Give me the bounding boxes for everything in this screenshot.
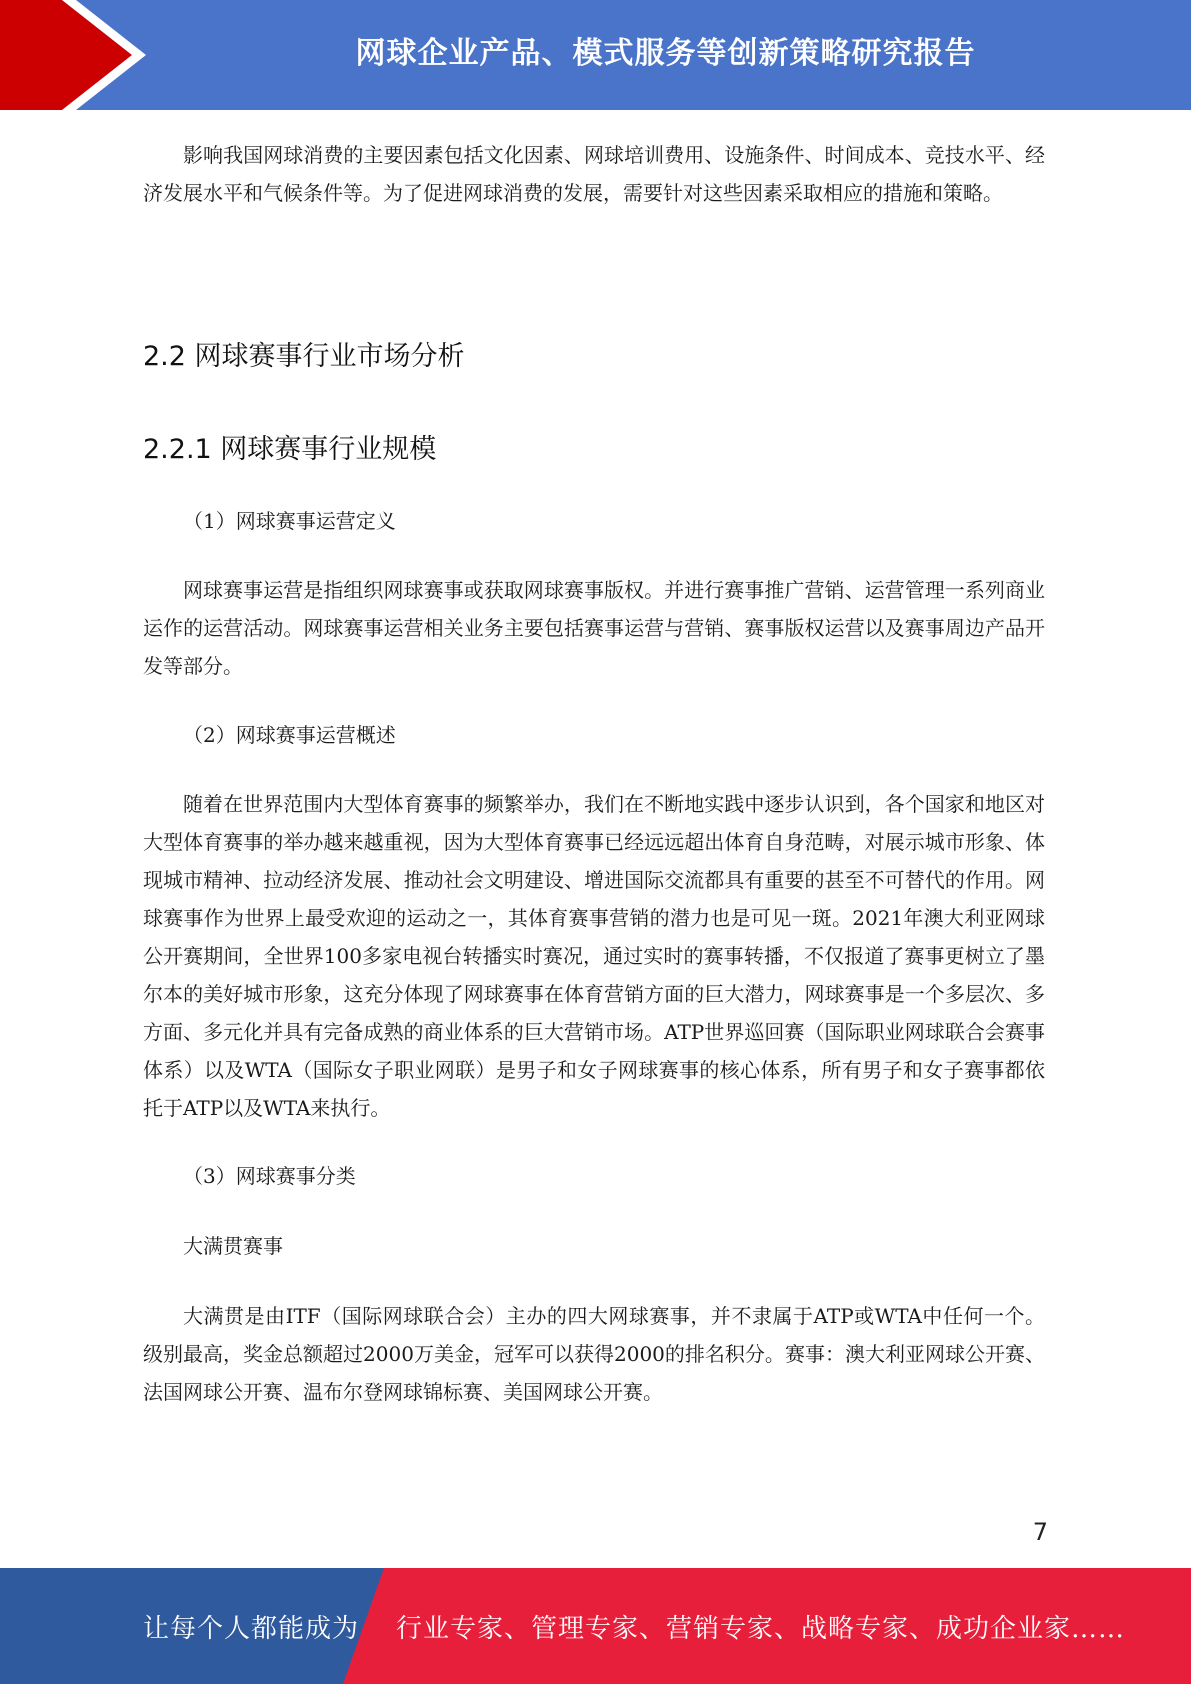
report-title: 网球企业产品、模式服务等创新策略研究报告 <box>355 36 976 71</box>
intro-paragraph-block <box>143 136 1045 212</box>
page-number: 7 <box>1032 1518 1048 1546</box>
grand-slam-paragraph: 大满贯是由ITF（国际网球联合会）主办的四大网球赛事，并不隶属于ATP或WTA中任何一个。级别最高，奖金总额超过2000万美金，冠军可以获得2000的排名积分。赛事：澳大利亚网球公开赛、法国网球公开赛、温布尔登网球锦标赛、美国网球公开赛。 <box>143 1304 1045 1404</box>
item2-label: （2）网球赛事运营概述 <box>183 723 396 747</box>
footer-slogan-right: 行业专家、管理专家、营销专家、战略专家、成功企业家…… <box>396 1613 1126 1644</box>
intro-paragraph: 影响我国网球消费的主要因素包括文化因素、网球培训费用、设施条件、时间成本、竞技水平、经济发展水平和气候条件等。为了促进网球消费的发展，需要针对这些因素采取相应的措施和策略。 <box>143 143 1045 205</box>
item1-paragraph-block <box>143 571 1045 685</box>
item2-paragraph-block <box>143 785 1045 1127</box>
page-footer <box>0 1568 1191 1684</box>
page-header <box>0 0 1191 110</box>
subsection-heading: 2.2.1 网球赛事行业规模 <box>143 434 437 465</box>
grand-slam-paragraph-block <box>143 1297 1045 1411</box>
item3-label: （3）网球赛事分类 <box>183 1164 356 1188</box>
item1-paragraph: 网球赛事运营是指组织网球赛事或获取网球赛事版权。并进行赛事推广营销、运营管理一系列商业运作的运营活动。网球赛事运营相关业务主要包括赛事运营与营销、赛事版权运营以及赛事周边产品开发等部分。 <box>143 578 1045 678</box>
grand-slam-label: 大满贯赛事 <box>183 1234 283 1258</box>
item1-label: （1）网球赛事运营定义 <box>183 509 396 533</box>
footer-slogan-left: 让每个人都能成为 <box>143 1613 360 1644</box>
header-arrow-decoration <box>0 0 160 110</box>
section-heading: 2.2 网球赛事行业市场分析 <box>143 341 465 372</box>
item2-paragraph: 随着在世界范围内大型体育赛事的频繁举办，我们在不断地实践中逐步认识到，各个国家和地区对大型体育赛事的举办越来越重视，因为大型体育赛事已经远远超出体育自身范畴，对展示城市形象、体现城市精神、拉动经济发展、推动社会文明建设、增进国际交流都具有重要的甚至不可替代的作用。网球赛事作为世界上最受欢迎的运动之一，其体育赛事营销的潜力也是可见一斑。2021年澳大利亚网球公开赛期间，全世界100多家电视台转播实时赛况，通过实时的赛事转播，不仅报道了赛事更树立了墨尔本的美好城市形象，这充分体现了网球赛事在体育营销方面的巨大潜力，网球赛事是一个多层次、多方面、多元化并具有完备成熟的商业体系的巨大营销市场。ATP世界巡回赛（国际职业网球联合会赛事体系）以及WTA（国际女子职业网联）是男子和女子网球赛事的核心体系，所有男子和女子赛事都依托于ATP以及WTA来执行。 <box>143 792 1045 1120</box>
